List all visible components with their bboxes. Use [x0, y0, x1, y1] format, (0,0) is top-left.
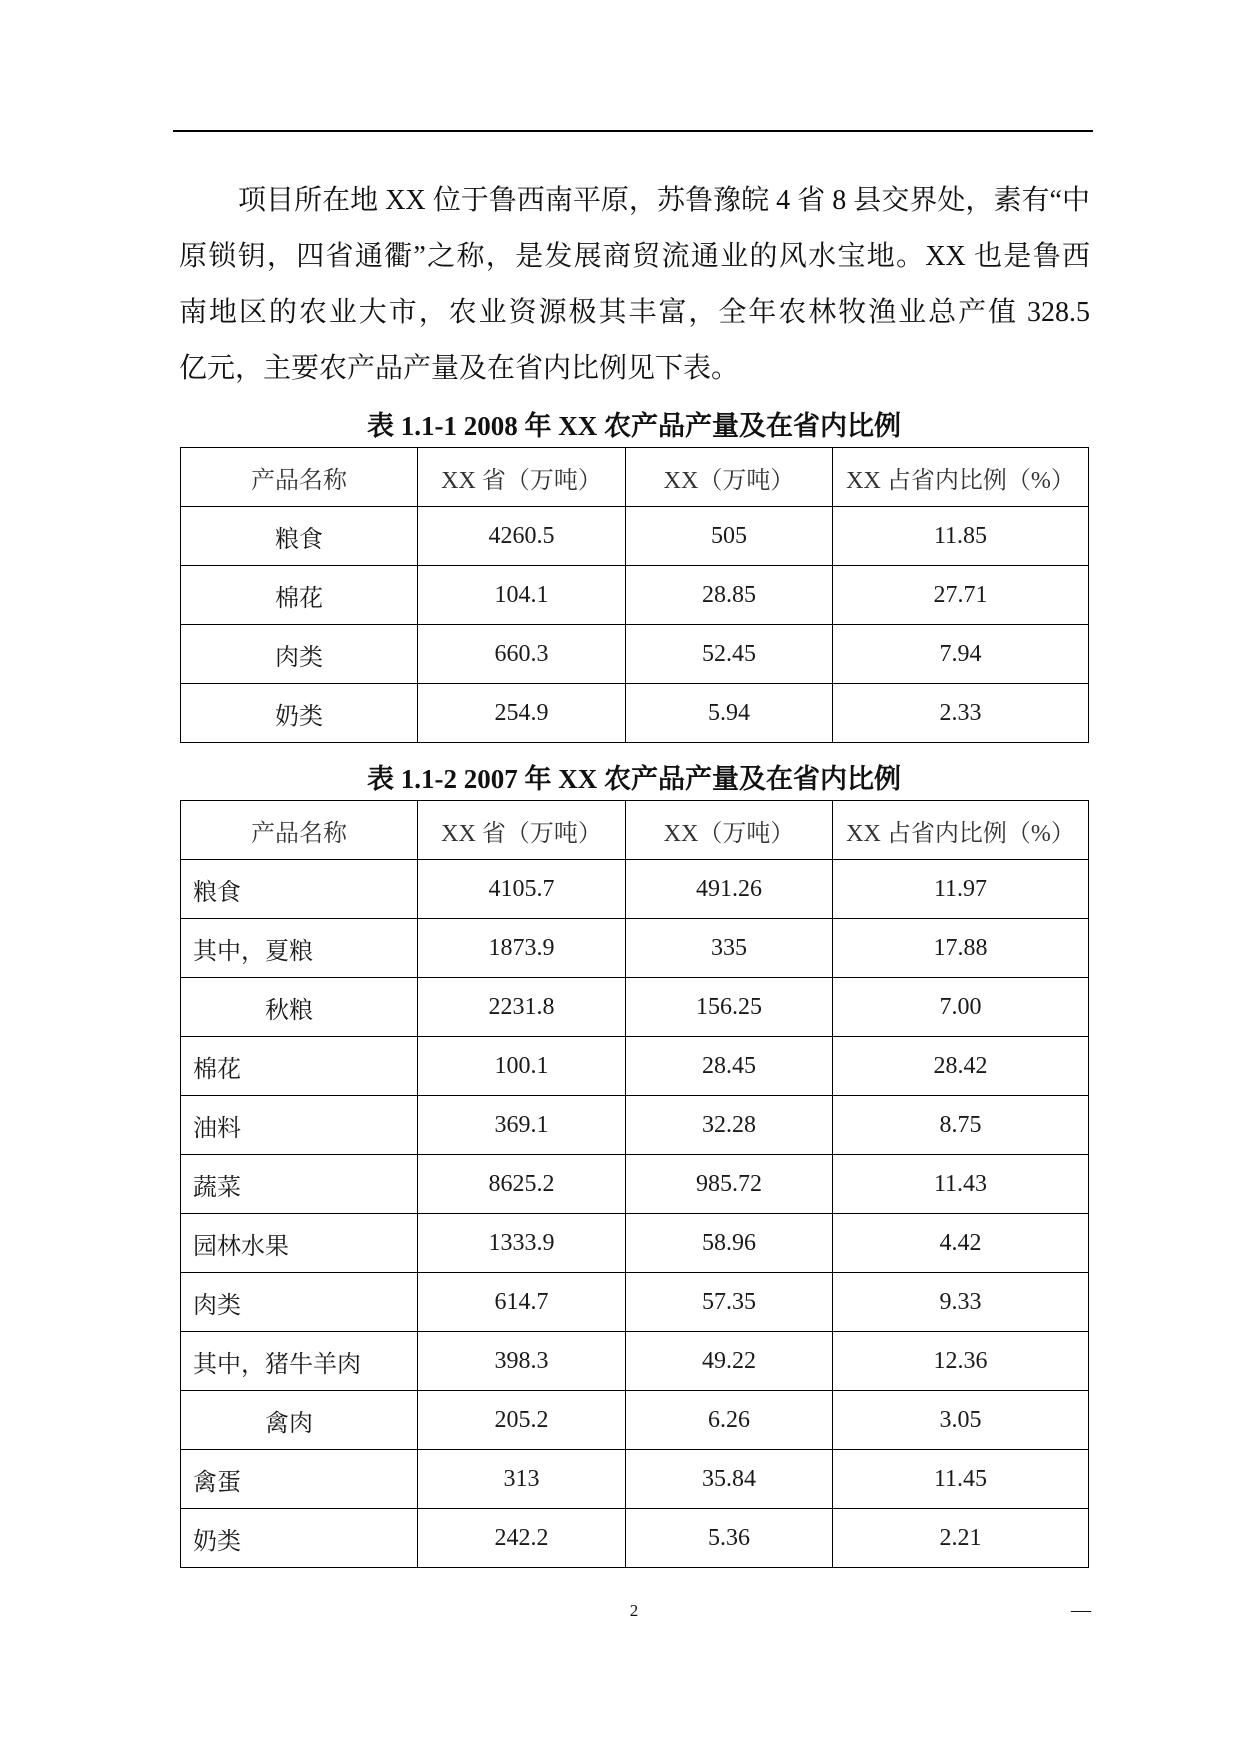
table-row [181, 566, 1089, 625]
footer-mark: — [1071, 1599, 1091, 1621]
table-cell: 5.36 [626, 1509, 833, 1568]
table-row [181, 625, 1089, 684]
table-row [181, 1450, 1089, 1509]
table-cell: 6.26 [626, 1391, 833, 1450]
table-header-cell: XX 占省内比例（%） [833, 448, 1089, 507]
table-header-cell: XX 占省内比例（%） [833, 801, 1089, 860]
table-cell: 棉花 [181, 1037, 418, 1096]
table-cell: 4105.7 [418, 860, 626, 919]
table-cell: 104.1 [418, 566, 626, 625]
table-cell: 313 [418, 1450, 626, 1509]
table-cell: 49.22 [626, 1332, 833, 1391]
table-cell: 505 [626, 507, 833, 566]
table-header-cell: 产品名称 [181, 448, 418, 507]
table-cell: 52.45 [626, 625, 833, 684]
table-cell: 32.28 [626, 1096, 833, 1155]
table-header-cell: XX（万吨） [626, 448, 833, 507]
table-row [181, 919, 1089, 978]
table-row [181, 1509, 1089, 1568]
table-cell: 肉类 [181, 1273, 418, 1332]
table-row [181, 1391, 1089, 1450]
table-cell: 秋粮 [181, 978, 418, 1037]
table-cell: 1333.9 [418, 1214, 626, 1273]
table-cell: 254.9 [418, 684, 626, 743]
table-cell: 369.1 [418, 1096, 626, 1155]
table-cell: 3.05 [833, 1391, 1089, 1450]
table-cell: 242.2 [418, 1509, 626, 1568]
table-row [181, 1332, 1089, 1391]
table-header-row [181, 801, 1089, 860]
table-cell: 8.75 [833, 1096, 1089, 1155]
table-row [181, 1273, 1089, 1332]
table-cell: 27.71 [833, 566, 1089, 625]
table-cell: 奶类 [181, 684, 418, 743]
table-cell: 禽肉 [181, 1391, 418, 1450]
table-cell: 2.33 [833, 684, 1089, 743]
table-cell: 28.42 [833, 1037, 1089, 1096]
table-cell: 油料 [181, 1096, 418, 1155]
table-cell: 1873.9 [418, 919, 626, 978]
table-cell: 其中，夏粮 [181, 919, 418, 978]
table-header-cell: XX 省（万吨） [418, 801, 626, 860]
table-cell: 11.45 [833, 1450, 1089, 1509]
production-table-2008 [180, 447, 1089, 743]
table-row [181, 1155, 1089, 1214]
table-row [181, 507, 1089, 566]
table-row [181, 860, 1089, 919]
table-cell: 8625.2 [418, 1155, 626, 1214]
table-cell: 7.94 [833, 625, 1089, 684]
table-title: 表 1.1-1 2008 年 XX 农产品产量及在省内比例 [367, 411, 901, 441]
table-cell: 28.85 [626, 566, 833, 625]
table-cell: 2231.8 [418, 978, 626, 1037]
paragraph-line: 原锁钥，四省通衢”之称，是发展商贸流通业的风水宝地。XX 也是鲁西 [179, 241, 1090, 272]
table-cell: 园林水果 [181, 1214, 418, 1273]
table-cell: 614.7 [418, 1273, 626, 1332]
table-cell: 17.88 [833, 919, 1089, 978]
production-table-2007 [180, 800, 1089, 1568]
table-cell: 4260.5 [418, 507, 626, 566]
table-cell: 12.36 [833, 1332, 1089, 1391]
table-cell: 398.3 [418, 1332, 626, 1391]
table-cell: 156.25 [626, 978, 833, 1037]
table-row [181, 684, 1089, 743]
table-cell: 660.3 [418, 625, 626, 684]
table-cell: 35.84 [626, 1450, 833, 1509]
table-row [181, 1096, 1089, 1155]
table-cell: 491.26 [626, 860, 833, 919]
table-header-row [181, 448, 1089, 507]
table-cell: 粮食 [181, 860, 418, 919]
table-cell: 粮食 [181, 507, 418, 566]
table-cell: 100.1 [418, 1037, 626, 1096]
table-cell: 57.35 [626, 1273, 833, 1332]
paragraph-line: 亿元，主要农产品产量及在省内比例见下表。 [179, 353, 740, 384]
table-cell: 985.72 [626, 1155, 833, 1214]
body-paragraph [179, 173, 1090, 397]
table-cell: 58.96 [626, 1214, 833, 1273]
table-cell: 5.94 [626, 684, 833, 743]
table-cell: 9.33 [833, 1273, 1089, 1332]
table-header-cell: 产品名称 [181, 801, 418, 860]
table-cell: 335 [626, 919, 833, 978]
table-header-cell: XX 省（万吨） [418, 448, 626, 507]
table-cell: 奶类 [181, 1509, 418, 1568]
page-number: 2 [629, 1601, 639, 1620]
table-cell: 2.21 [833, 1509, 1089, 1568]
table-cell: 4.42 [833, 1214, 1089, 1273]
table-row [181, 1037, 1089, 1096]
table-cell: 11.85 [833, 507, 1089, 566]
table-cell: 其中，猪牛羊肉 [181, 1332, 418, 1391]
table-header-cell: XX（万吨） [626, 801, 833, 860]
paragraph-line: 南地区的农业大市，农业资源极其丰富，全年农林牧渔业总产值 328.5 [179, 297, 1090, 328]
table-cell: 7.00 [833, 978, 1089, 1037]
table-row [181, 1214, 1089, 1273]
header-rule [173, 130, 1093, 132]
table-row [181, 978, 1089, 1037]
table-cell: 11.97 [833, 860, 1089, 919]
paragraph-line: 项目所在地 XX 位于鲁西南平原，苏鲁豫皖 4 省 8 县交界处，素有“中 [238, 185, 1090, 216]
table-title: 表 1.1-2 2007 年 XX 农产品产量及在省内比例 [367, 764, 901, 794]
table-cell: 蔬菜 [181, 1155, 418, 1214]
table-cell: 11.43 [833, 1155, 1089, 1214]
table-cell: 禽蛋 [181, 1450, 418, 1509]
table-cell: 28.45 [626, 1037, 833, 1096]
table-cell: 肉类 [181, 625, 418, 684]
table-cell: 棉花 [181, 566, 418, 625]
table-cell: 205.2 [418, 1391, 626, 1450]
